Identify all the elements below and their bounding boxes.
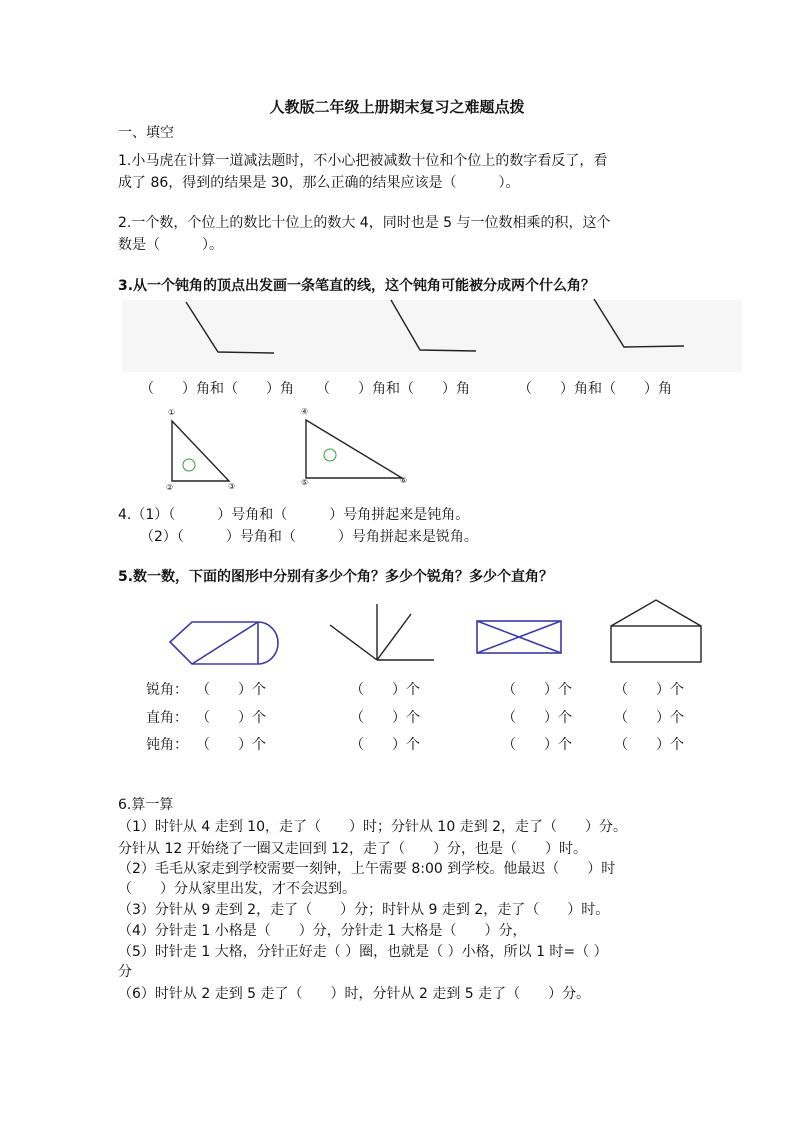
- figure-house: [611, 600, 701, 662]
- blank-right-1: （ ）个: [196, 710, 266, 726]
- question-6-line-5: （3）分针从 9 走到 2，走了（ ）分；时针从 9 走到 2，走了（ ）时。: [118, 902, 610, 918]
- blank-obtuse-2: （ ）个: [350, 737, 420, 753]
- question-6-line-1: （1）时针从 4 走到 10，走了（ ）时；分针从 10 走到 2，走了（ ）分。: [118, 819, 628, 835]
- question-2-line-2: 数是（ ）。: [118, 237, 223, 253]
- angle-label-5: ⑤: [301, 478, 309, 487]
- question-5-text: 5.数一数，下面的图形中分别有多少个角？多少个锐角？多少个直角？: [118, 569, 554, 585]
- question-3-answer-3: （ ）角和（ ）角: [518, 381, 672, 397]
- question-6-line-8: 分: [118, 964, 132, 980]
- question-6-line-7: （5）时针走 1 大格，分针正好走（ ）圈，也就是（ ）小格，所以 1 时=（ ）: [118, 944, 608, 960]
- question-6-line-6: （4）分针走 1 小格是（ ）分，分针走 1 大格是（ ）分，: [118, 923, 527, 939]
- figure-rectangle-diagonals: [477, 621, 561, 653]
- angle-label-3: ③: [228, 482, 236, 491]
- row-label-right: 直角：: [146, 710, 188, 726]
- row-label-acute: 锐角：: [146, 682, 188, 698]
- page-title: 人教版二年级上册期末复习之难题点拨: [269, 98, 525, 116]
- row-label-obtuse: 钝角：: [146, 737, 188, 753]
- blank-obtuse-3: （ ）个: [502, 737, 572, 753]
- section-heading: 一、填空: [118, 125, 174, 141]
- question-6-line-2: 分针从 12 开始绕了一圈又走回到 12，走了（ ）分，也是（ ）时。: [118, 841, 587, 857]
- question-6-line-9: （6）时针从 2 走到 5 走了（ ）时，分针从 2 走到 5 走了（ ）分。: [118, 986, 591, 1002]
- question-4-line-2: （2）（ ）号角和（ ）号角拼起来是锐角。: [140, 529, 478, 545]
- angle-label-4: ④: [301, 407, 309, 416]
- question-6-heading: 6.算一算: [118, 797, 174, 813]
- angle-label-1: ①: [168, 408, 176, 417]
- angle-label-2: ②: [166, 483, 174, 492]
- question-6-line-3: （2）毛毛从家走到学校需要一刻钟，上午需要 8:00 到学校。他最迟（ ）时: [118, 861, 616, 877]
- figure-rays: [330, 604, 434, 660]
- question-3-answer-1: （ ）角和（ ）角: [140, 381, 294, 397]
- blank-right-4: （ ）个: [614, 710, 684, 726]
- blank-right-2: （ ）个: [350, 710, 420, 726]
- blank-acute-1: （ ）个: [196, 682, 266, 698]
- question-2-line-1: 2.一个数，个位上的数比十位上的数大 4，同时也是 5 与一位数相乘的积，这个: [118, 215, 611, 231]
- blank-acute-2: （ ）个: [350, 682, 420, 698]
- question-3-answer-2: （ ）角和（ ）角: [316, 381, 470, 397]
- blank-obtuse-4: （ ）个: [614, 737, 684, 753]
- question-1-line-2: 成了 86，得到的结果是 30，那么正确的结果应该是（ ）。: [118, 175, 520, 191]
- question-3-text: 3.从一个钝角的顶点出发画一条笔直的线，这个钝角可能被分成两个什么角？: [118, 278, 596, 294]
- blank-obtuse-1: （ ）个: [196, 737, 266, 753]
- blank-right-3: （ ）个: [502, 710, 572, 726]
- question-6-line-4: （ ）分从家里出发，才不会迟到。: [118, 881, 356, 897]
- question-4-line-1: 4.（1）（ ）号角和（ ）号角拼起来是钝角。: [118, 507, 470, 523]
- figure-pentagon-semicircle: [170, 622, 278, 664]
- angle-label-6: ⑥: [400, 476, 408, 485]
- blank-acute-4: （ ）个: [614, 682, 684, 698]
- question-1-line-1: 1.小马虎在计算一道减法题时，不小心把被减数十位和个位上的数字看反了，看: [118, 153, 608, 169]
- blank-acute-3: （ ）个: [502, 682, 572, 698]
